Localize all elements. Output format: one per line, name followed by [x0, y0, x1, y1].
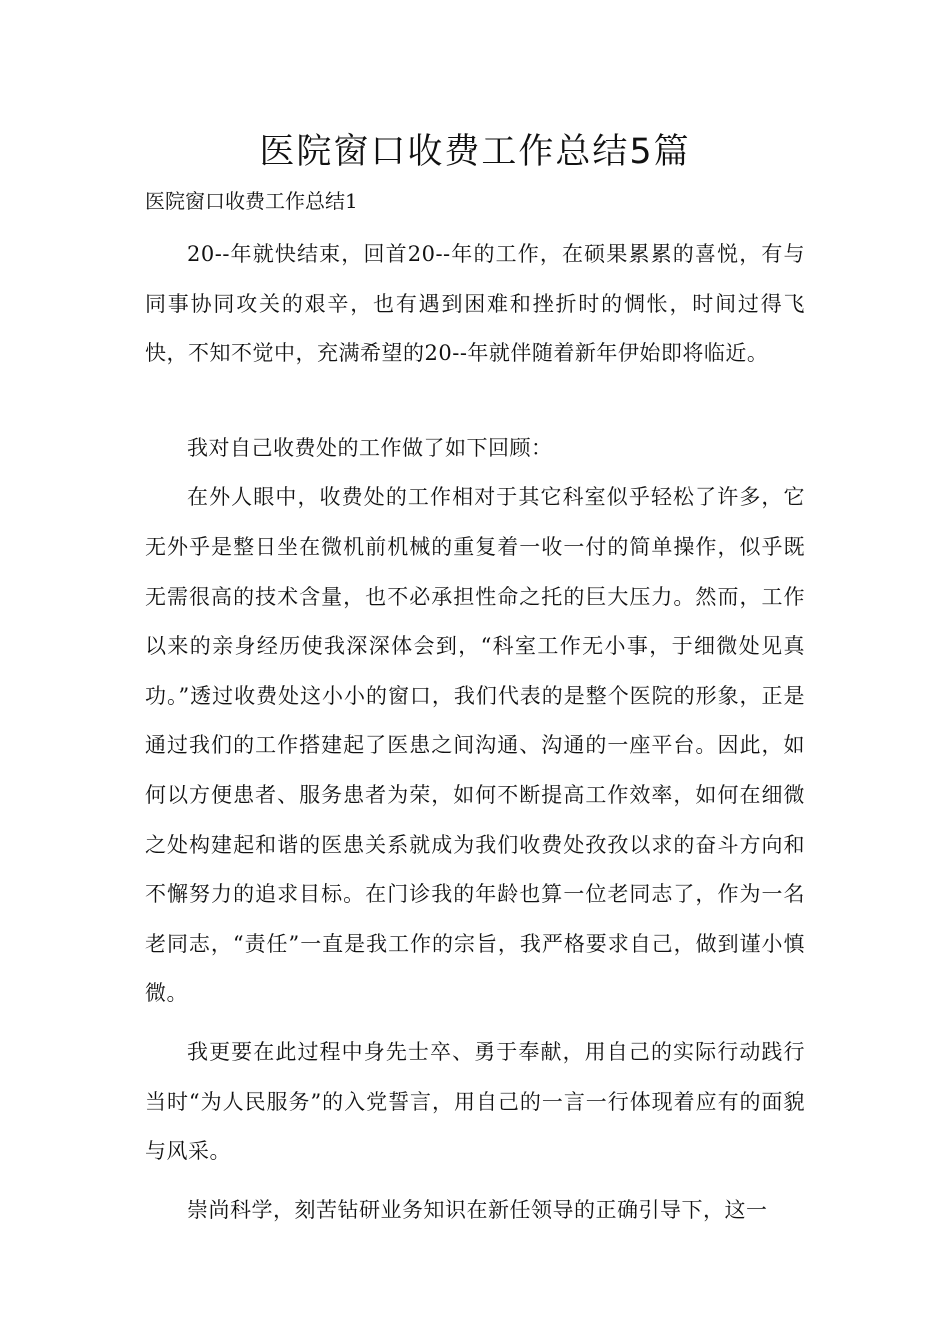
paragraph-science: 崇尚科学，刻苦钻研业务知识在新任领导的正确引导下，这一 [187, 1197, 768, 1222]
paragraph-review-heading: 我对自己收费处的工作做了如下回顾： [187, 435, 553, 460]
paragraph-dedication: 我更要在此过程中身先士卒、勇于奉献，用自己的实际行动践行当时“为人民服务”的入党誓言，用自己的一言一行体现着应有的面貌与风采。 [145, 1039, 805, 1164]
document-title: 医院窗口收费工作总结5篇 [259, 132, 691, 172]
document-subtitle: 医院窗口收费工作总结1 [145, 189, 358, 213]
paragraph-intro: 20--年就快结束，回首20--年的工作，在硕果累累的喜悦，有与同事协同攻关的艰辛，也有遇到困难和挫折时的惆怅，时间过得飞快，不知不觉中，充满希望的20--年就伴随着新年伊始即将临近。 [145, 242, 805, 366]
document-body [145, 230, 805, 1235]
paragraph-work-description: 在外人眼中，收费处的工作相对于其它科室似乎轻松了许多，它无外乎是整日坐在微机前机械的重复着一收一付的简单操作，似乎既无需很高的技术含量，也不必承担性命之托的巨大压力。然而，工作以来的亲身经历使我深深体会到，“科室工作无小事，于细微处见真功。”透过收费处这小小的窗口，我们代表的是整个医院的形象，正是通过我们的工作搭建起了医患之间沟通、沟通的一座平台。因此，如何以方便患者、服务患者为荣，如何不断提高工作效率，如何在细微之处构建起和谐的医患关系就成为我们收费处孜孜以求的奋斗方向和不懈努力的追求目标。在门诊我的年龄也算一位老同志了，作为一名老同志，“责任”一直是我工作的宗旨，我严格要求自己，做到谨小慎微。 [145, 485, 805, 1006]
